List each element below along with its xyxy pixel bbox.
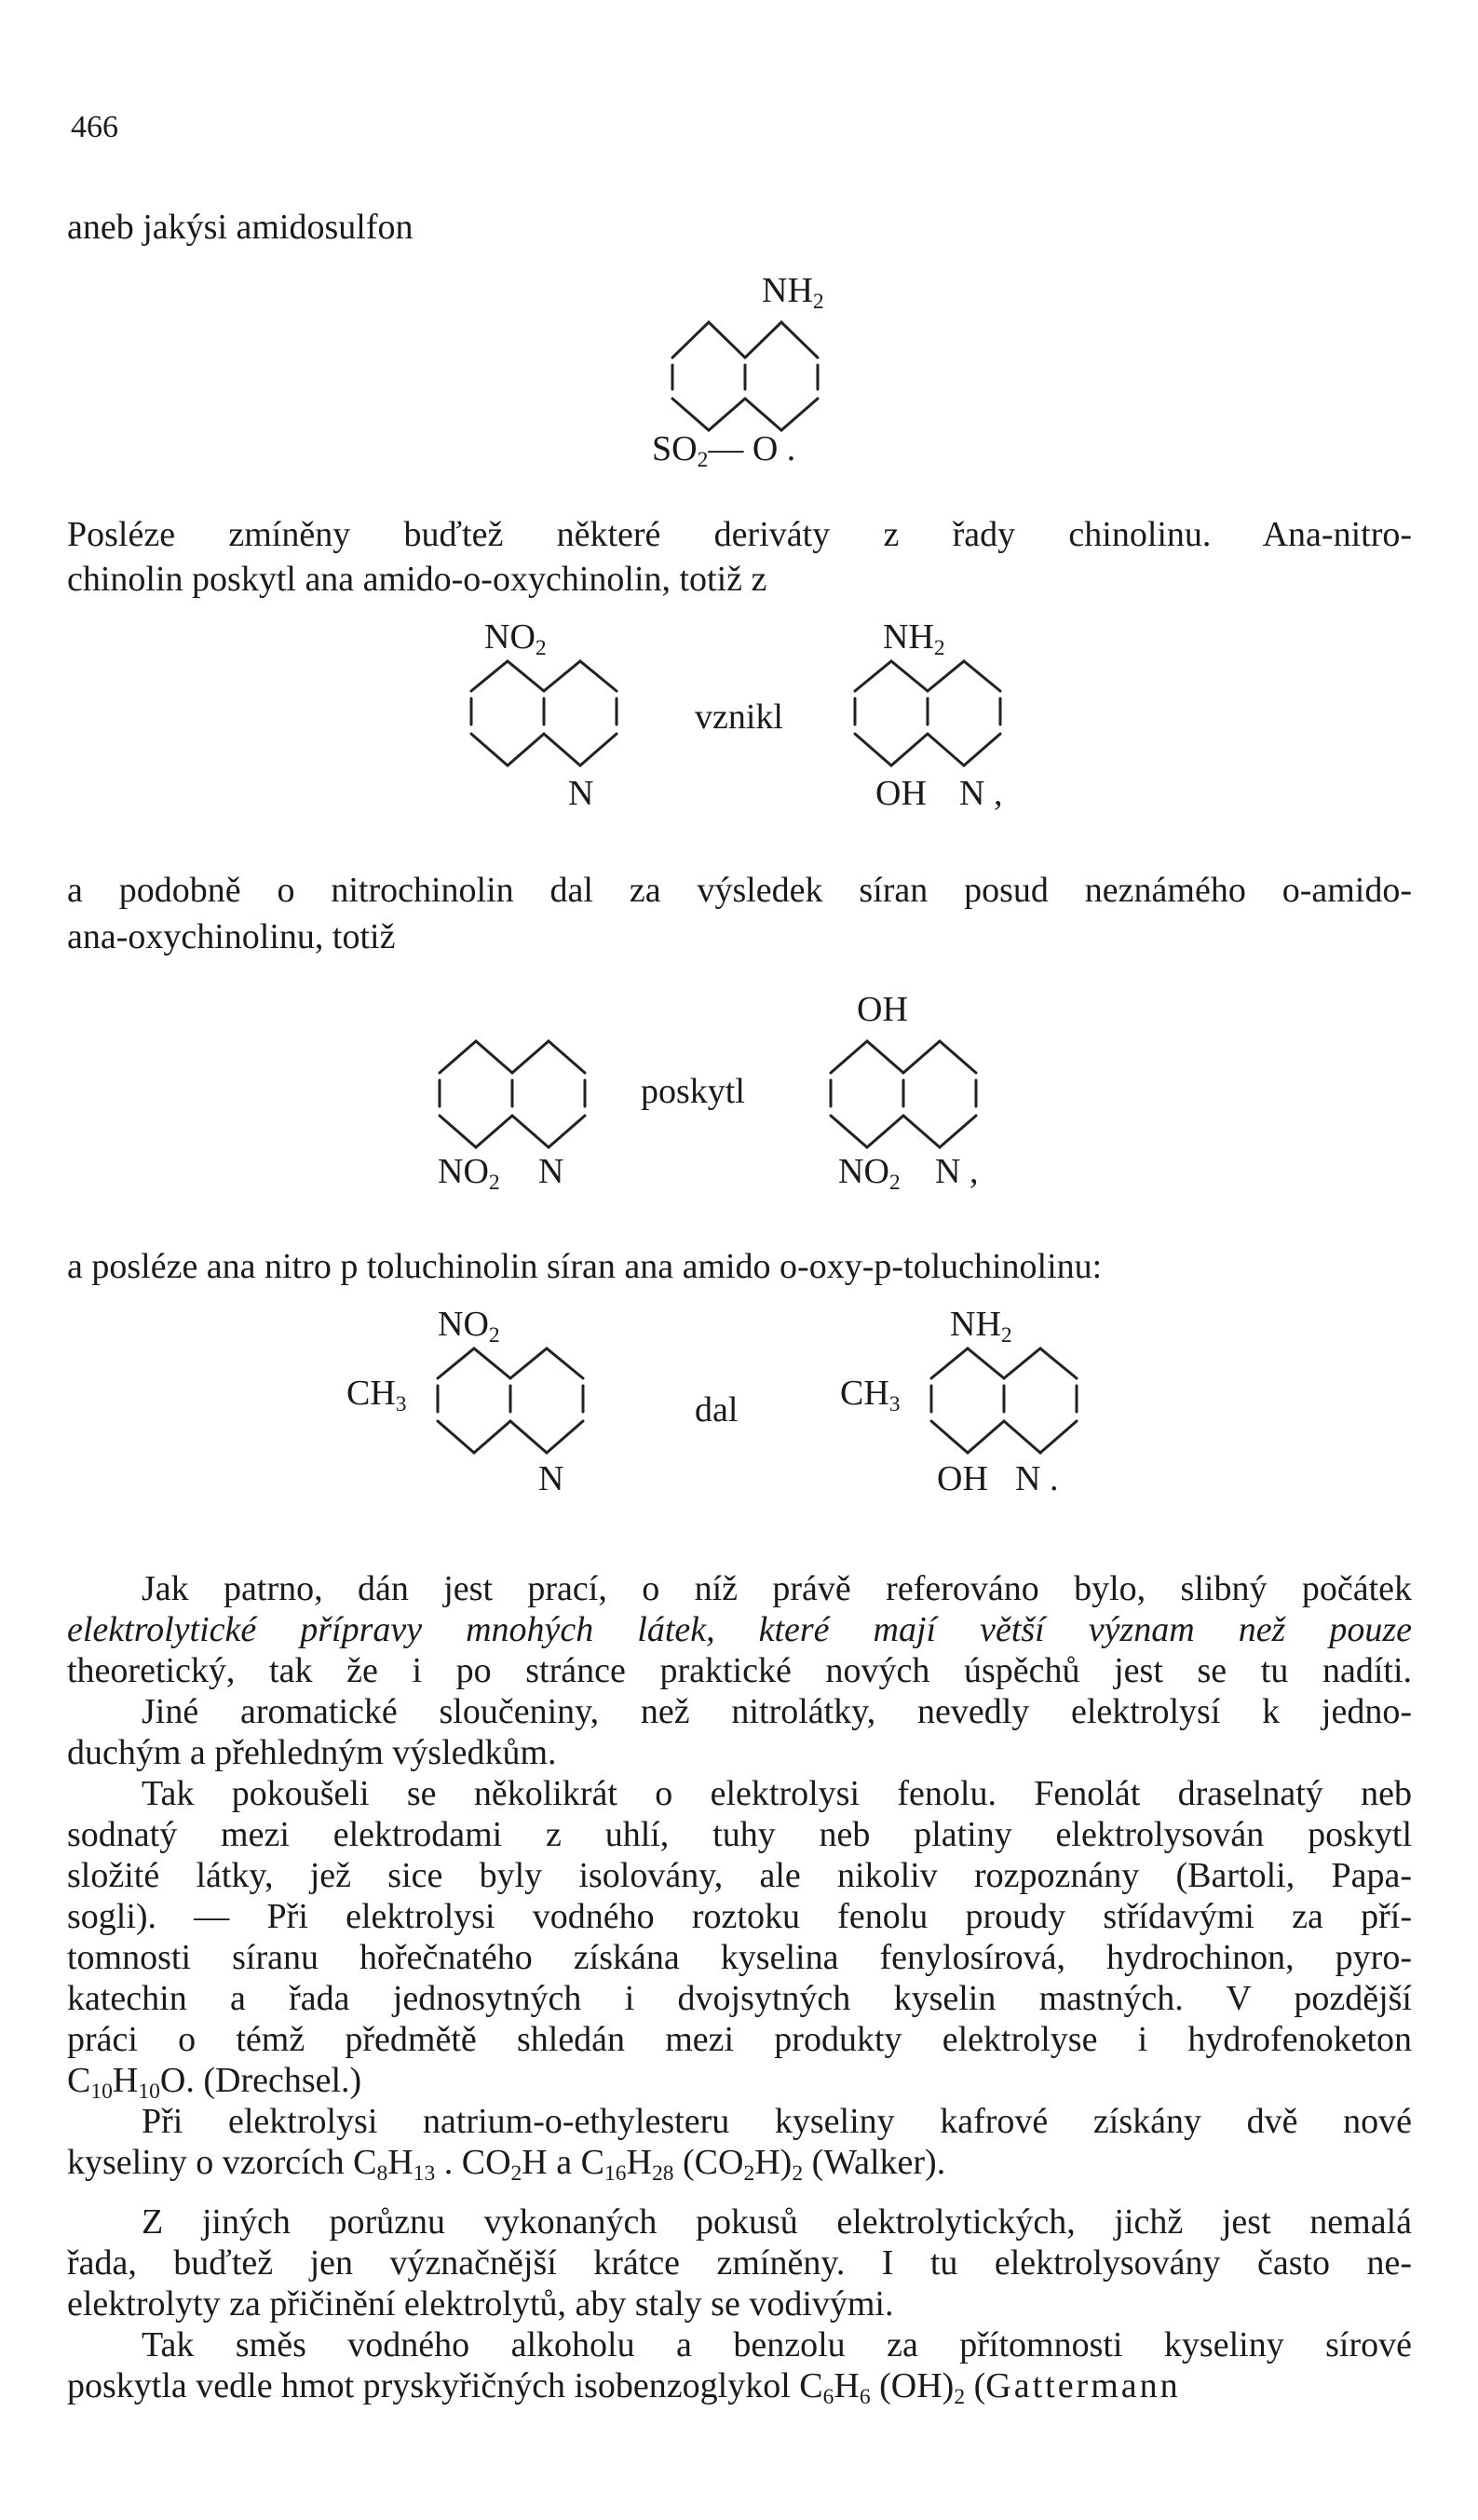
para8-line3: elektrolyty za přičinění elektrolytů, aby staly se vodivými. <box>67 2284 894 2324</box>
formula2-oh-label: OH <box>875 774 927 813</box>
para6-line1: Tak pokoušeli se několikrát o elektrolysi fenolu. Fenolát draselnatý neb <box>142 1774 1412 1813</box>
formula3-left-rings <box>440 1041 585 1147</box>
formula4-right-ch3-label: $CH_3$ <box>840 1374 901 1417</box>
para8-line2: řada, buďtež jen význačnější krátce zmíněny. I tu elektrolysovány často ne- <box>67 2243 1412 2283</box>
formula4-right-oh-label: OH <box>937 1459 988 1498</box>
formula3-verb: poskytl <box>641 1072 745 1111</box>
formula4-left-no2-label: $NO_2$ <box>438 1305 500 1348</box>
formula1-so2-label: $SO_2—$ O . <box>652 429 796 473</box>
para4-line3: theoretický, tak že i po stránce praktické nových úspěchů jest se tu nadíti. <box>67 1651 1412 1690</box>
formula4-verb: dal <box>695 1390 739 1429</box>
para9-line1: Tak směs vodného alkoholu a benzolu za přítomnosti kyseliny sírové <box>142 2325 1412 2364</box>
formula3-right-n-label: N , <box>935 1152 979 1191</box>
formula2-no2-label: $NO_2$ <box>484 617 547 661</box>
formula2-left-n-label: N <box>568 774 594 813</box>
para1-line2: chinolin poskytl ana amido-o-oxychinolin, totiž z <box>67 560 767 599</box>
formula4-right-n-label: N . <box>1015 1459 1059 1498</box>
formula1-nh2-label: $NH_2$ <box>762 271 824 315</box>
para7-line1: Při elektrolysi natrium-o-ethylesteru kyseliny kafrové získány dvě nové <box>142 2102 1412 2141</box>
para3-line: a posléze ana nitro p toluchinolin síran ana amido o-oxy-p-toluchinolinu: <box>67 1247 1103 1286</box>
formula2-verb: vznikl <box>695 698 783 737</box>
para6-line3: složité látky, jež sice byly isolovány, ale nikoliv rozpoznány (Bartoli, Papa- <box>67 1856 1412 1895</box>
formula2-left-rings <box>471 661 617 765</box>
formula1-rings <box>672 322 818 430</box>
para6-line8: $C_{10}H_{10}O$. (Drechsel.) <box>67 2061 362 2105</box>
formula2-nh2-label: $NH_2$ <box>883 617 945 661</box>
para6-line4: sogli). — Při elektrolysi vodného roztoku fenolu proudy střídavými za pří- <box>67 1897 1412 1936</box>
formula3-left-no2-label: $NO_2$ <box>438 1152 500 1196</box>
para6-line6: katechin a řada jednosytných i dvojsytných kyselin mastných. V pozdější <box>67 1979 1412 2018</box>
intro-line: aneb jakýsi amidosulfon <box>67 208 414 247</box>
para8-line1: Z jiných porůznu vykonaných pokusů elektrolytických, jichž jest nemalá <box>142 2202 1412 2242</box>
para4-line2: elektrolytické přípravy mnohých látek, které mají větší význam než pouze <box>67 1610 1412 1649</box>
formula2-right-n-label: N , <box>959 774 1003 813</box>
para2-line1: a podobně o nitrochinolin dal za výsledek síran posud neznámého o-amido- <box>67 871 1412 910</box>
para7-line2: kyseliny o vzorcích $C_8H_{13}$ . $CO_2H$ a $C_{16}H_{28}$ $(CO_2H)_2$ (Walker). <box>67 2143 946 2187</box>
para4-line1: Jak patrno, dán jest prací, o níž právě referováno bylo, slibný počátek <box>142 1569 1412 1608</box>
para6-line7: práci o témž předmětě shledán mezi produkty elektrolyse i hydrofenoketon <box>67 2020 1412 2059</box>
formula4-right-rings <box>931 1348 1077 1453</box>
formula3-left-n-label: N <box>538 1152 564 1191</box>
para2-line2: ana-oxychinolinu, totiž <box>67 917 396 956</box>
formula4-left-rings <box>438 1348 583 1453</box>
formula4-right-nh2-label: $NH_2$ <box>950 1305 1012 1348</box>
page-number: 466 <box>71 110 118 144</box>
formula4-left-n-label: N <box>538 1459 564 1498</box>
para1-line1: Posléze zmíněny buďtež některé deriváty z řady chinolinu. Ana-nitro- <box>67 515 1412 554</box>
formula3-oh-label: OH <box>857 990 908 1029</box>
para5-line2: duchým a přehledným výsledkům. <box>67 1733 557 1772</box>
para6-line5: tomnosti síranu hořečnatého získána kyselina fenylosírová, hydrochinon, pyro- <box>67 1938 1412 1977</box>
formula2-right-rings <box>855 661 1000 765</box>
para9-line2: poskytla vedle hmot pryskyřičných isobenzoglykol $C_6H_6$ $(OH)_2$ (Gattermann <box>67 2366 1181 2410</box>
formula3-right-rings <box>831 1041 976 1147</box>
para5-line1: Jiné aromatické sloučeniny, než nitrolátky, nevedly elektrolysí k jedno- <box>142 1692 1412 1731</box>
para6-line2: sodnatý mezi elektrodami z uhlí, tuhy neb platiny elektrolysován poskytl <box>67 1815 1412 1854</box>
formula3-right-no2-label: $NO_2$ <box>838 1152 901 1196</box>
formula4-left-ch3-label: $CH_3$ <box>346 1374 407 1417</box>
